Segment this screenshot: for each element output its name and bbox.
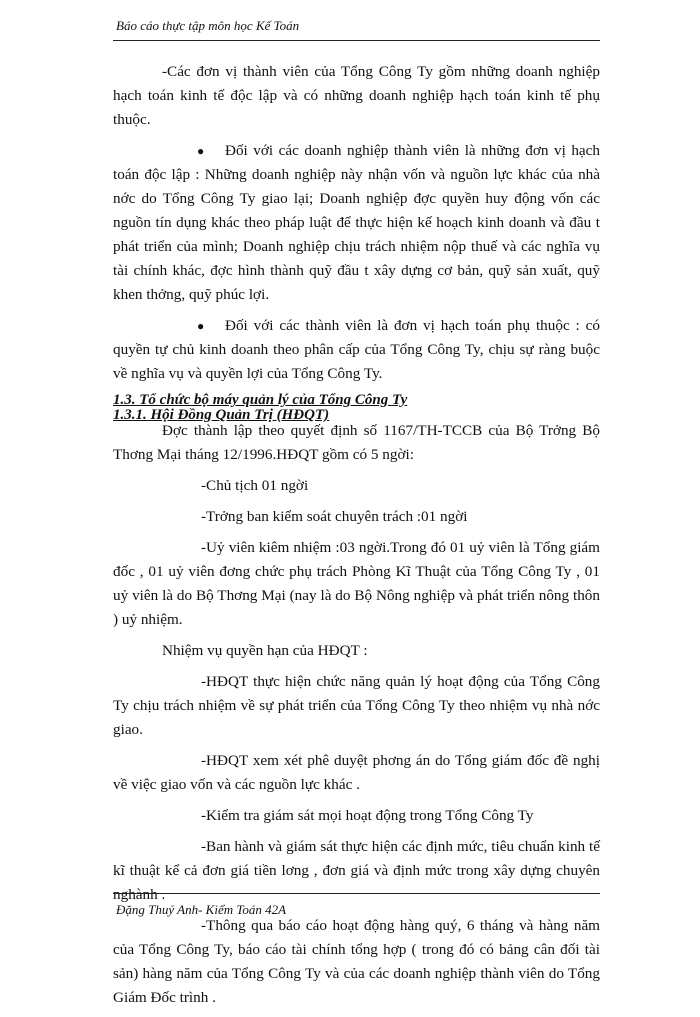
subsection-heading: 1.3.1. Hội Đồng Quản Trị (HĐQT) [113,407,330,423]
bullet-icon: ● [197,319,205,333]
bullet-icon: ● [197,144,205,158]
bullet-text: Đối với các doanh nghiệp thành viên là những đơn vị hạch toán độc lập : Những doanh nghiệp này nhận vốn và nguồn lực khác của nhà nớc do Tổng Công Ty giao lại; Doanh nghiệp đợc quyền huy động vốn các nguồn tín dụng khác theo pháp luật để thực hiện kế hoạch kinh doanh và đầu t phát triển của mình; Doanh nghiệp chịu trách nhiệm nộp thuế và các nghĩa vụ tài chính khác, đợc hình thành quỹ đầu t xây dựng cơ bản, quỹ sản xuất, quỹ khen thởng, quỹ phúc lợi. [113,142,600,303]
section-heading: 1.3. Tổ chức bộ máy quản lý của Tổng Công Ty [113,392,408,408]
list-item: -Chủ tịch 01 ngời [201,477,309,494]
paragraph: -HĐQT xem xét phê duyệt phơng án do Tổng giám đốc đề nghị về việc giao vốn và các nguồn lực khác . [113,752,600,793]
bullet-text: Đối với các thành viên là đơn vị hạch toán phụ thuộc : có quyền tự chủ kinh doanh theo phân cấp của Tổng Công Ty, chịu sự ràng buộc về nghĩa vụ và quyền lợi của Tổng Công Ty. [113,317,600,382]
list-item: -Trởng ban kiểm soát chuyên trách :01 ngời [201,508,468,525]
header-divider [113,40,600,41]
footer-divider [113,893,600,894]
page-header: Báo cáo thực tập môn học Kế Toán [116,18,300,33]
paragraph: -HĐQT thực hiện chức năng quản lý hoạt động của Tổng Công Ty chịu trách nhiệm về sự phát triển của Tổng Công Ty theo nhiệm vụ nhà nớc giao. [113,673,600,738]
paragraph: -Uỷ viên kiêm nhiệm :03 ngời.Trong đó 01 uỷ viên là Tổng giám đốc , 01 uỷ viên đơng chức phụ trách Phòng Kĩ Thuật của Tổng Công Ty , 01 uỷ viên là do Bộ Thơng Mại (nay là do Bộ Nông nghiệp và phát triển nông thôn ) uỷ nhiệm. [113,539,600,628]
paragraph: Đợc thành lập theo quyết định số 1167/TH-TCCB của Bộ Trởng Bộ Thơng Mại tháng 12/1996.HĐQT gồm có 5 ngời: [113,422,600,463]
bullet-paragraph [113,139,600,307]
paragraph: -Các đơn vị thành viên của Tổng Công Ty gồm những doanh nghiệp hạch toán kinh tế độc lập và có những doanh nghiệp hạch toán kinh tế phụ thuộc. [113,63,600,128]
document-body [113,60,600,1017]
paragraph: Nhiệm vụ quyền hạn của HĐQT : [162,642,368,659]
paragraph: -Thông qua báo cáo hoạt động hàng quý, 6 tháng và hàng năm của Tổng Công Ty, báo cáo tài chính tổng hợp ( trong đó có bảng cân đối tài sản) hàng năm của Tổng Công Ty và của các doanh nghiệp thành viên do Tổng Giám Đốc trình . [113,917,600,1006]
paragraph: -Ban hành và giám sát thực hiện các định mức, tiêu chuẩn kinh tế kĩ thuật kể cả đơn giá tiền lơng , đơn giá và định mức trong xây dựng chuyên nghành . [113,838,600,903]
page-footer: Đặng Thuý Anh- Kiểm Toán 42A [116,902,287,917]
list-item: -Kiểm tra giám sát mọi hoạt động trong Tổng Công Ty [201,807,534,824]
bullet-paragraph [113,314,600,386]
